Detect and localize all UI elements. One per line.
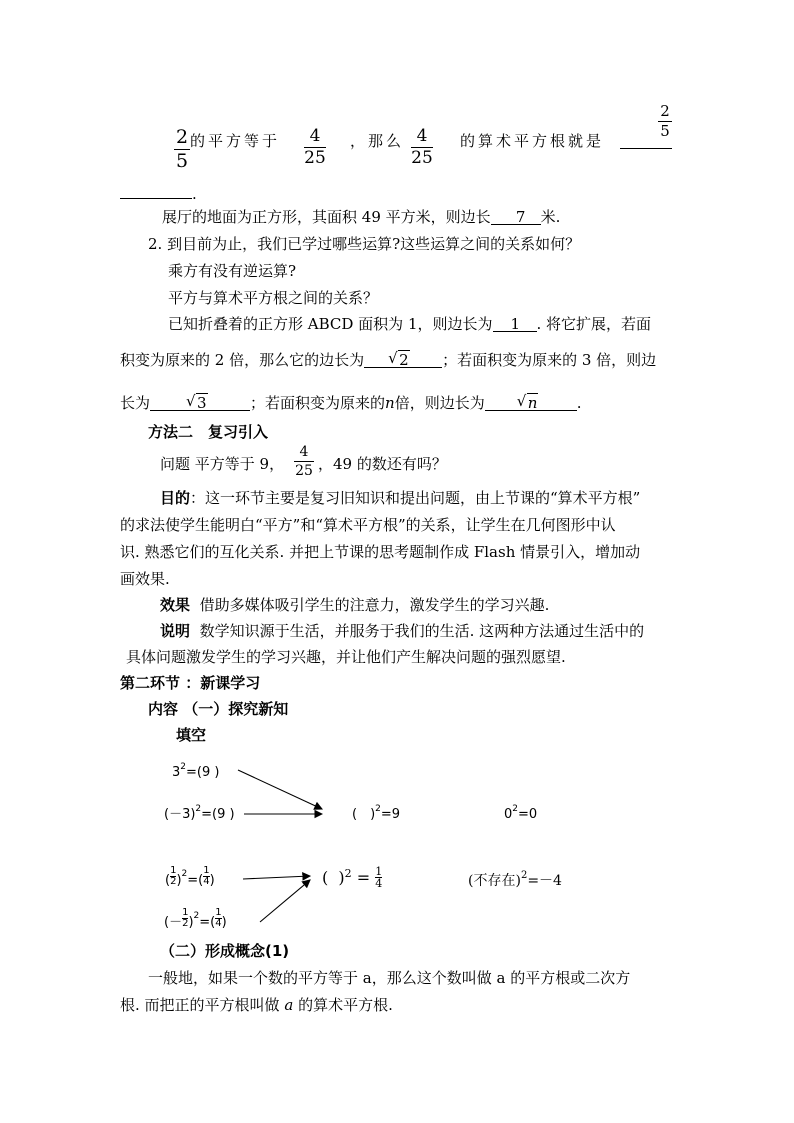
eq-neg-half-squared: (－ $\frac{1}{2}$ )2=( $\frac{1}{4}$ ) [164, 907, 227, 930]
note-line-1: 说明 数学知识源于生活，并服务于我们的生活. 这两种方法通过生活中的 [160, 622, 645, 640]
note-label: 说明 [160, 622, 191, 640]
goal-label: 目的 [160, 489, 191, 507]
denominator: 5 [660, 122, 670, 140]
numerator: 4 [416, 126, 428, 146]
numerator: 4 [309, 126, 321, 146]
hall-question: 展厅的地面为正方形，其面积 49 平方米，则边长 7 米. [162, 208, 561, 226]
method2-question-a: 问题 平方等于 9， [160, 455, 285, 473]
effect-label: 效果 [160, 596, 191, 614]
effect-line: 效果 借助多媒体吸引学生的注意力，激发学生的学习兴趣. [160, 596, 550, 614]
arrow-3 [243, 876, 310, 879]
sqrt-3: √ 3 [186, 396, 208, 411]
eq-blank-squared-9: ( )$^2$=9 [352, 804, 401, 822]
note-line-2: 具体问题激发学生的学习兴趣，并让他们产生解决问题的强烈愿望. [126, 648, 566, 666]
numerator: 2 [175, 126, 189, 148]
eq-not-exist: (不存在)$^2$=－4 [468, 870, 562, 889]
eq-3-squared: $3^2=(9$ ) [172, 762, 220, 780]
concept-line-2: 根. 而把正的平方根叫做 a 的算术平方根. [120, 996, 393, 1014]
denominator: 25 [304, 148, 326, 168]
answer-blank-continued: . [120, 184, 197, 202]
fold-line-2: 积变为原来的 2 倍，那么它的边长为√ 2 ；若面积变为原来的 3 倍，则边 [120, 353, 656, 368]
goal-line-3: 识. 熟悉它们的互化关系. 并把上节课的思考题制作成 Flash 情景引入，增加动 [120, 543, 641, 561]
arrow-1 [238, 770, 322, 809]
question-2b: 平方与算术平方根之间的关系？ [168, 289, 379, 307]
text-arith-root: 的算术平方根就是 [460, 132, 605, 150]
method2-question-b: ，49 的数还有吗？ [318, 455, 447, 473]
eq-0-squared: $0^2=0$ [504, 804, 538, 822]
numerator: 4 [299, 444, 309, 460]
denominator: 25 [411, 148, 433, 168]
eq-half-squared: ( $\frac{1}{2}$ )2=( $\frac{1}{4}$ ) [165, 865, 215, 888]
goal-line-2: 的求法使学生能明白“平方”和“算术平方根”的关系，让学生在几何图形中认 [120, 516, 616, 534]
method2-heading: 方法二 复习引入 [148, 423, 269, 441]
question-2: 2. 到目前为止，我们已学过哪些运算?这些运算之间的关系如何？ [148, 235, 581, 253]
goal-line-1: 目的：这一环节主要是复习旧知识和提出问题，由上节课的“算术平方根” [160, 489, 641, 507]
fill-blank-title: 填空 [176, 726, 207, 744]
eq-neg3-squared: $(-3)^2=(9$ ) [164, 804, 235, 822]
section2-heading: 第二环节 ：新课学习 [120, 674, 261, 692]
question-2a: 乘方有没有逆运算? [168, 262, 297, 280]
concept-heading: （二）形成概念(1) [160, 942, 290, 960]
numerator: 2 [660, 102, 670, 120]
arrow-4 [260, 880, 310, 922]
sqrt-2: √ 2 [388, 353, 410, 368]
text-then: ，那么 [350, 132, 405, 150]
section2-content: 内容 （一）探究新知 [148, 700, 289, 718]
concept-line-1: 一般地，如果一个数的平方等于 a，那么这个数叫做 a 的平方根或二次方 [148, 969, 631, 987]
denominator: 25 [295, 463, 313, 479]
denominator: 5 [175, 150, 189, 172]
goal-line-4: 画效果. [120, 570, 170, 588]
text-square-equals: 的平方等于 [190, 132, 281, 150]
fold-line-1: 已知折叠着的正方形 ABCD 面积为 1，则边长为 1 . 将它扩展，若面 [168, 315, 652, 333]
fold-line-3: 长为√ 3 ；若面积变为原来的n倍，则边长为√ n . [120, 396, 582, 411]
eq-blank-squared-quarter: ( )2 = $\frac{1}{4}$ [322, 865, 383, 890]
sqrt-n: √ n [517, 396, 539, 411]
